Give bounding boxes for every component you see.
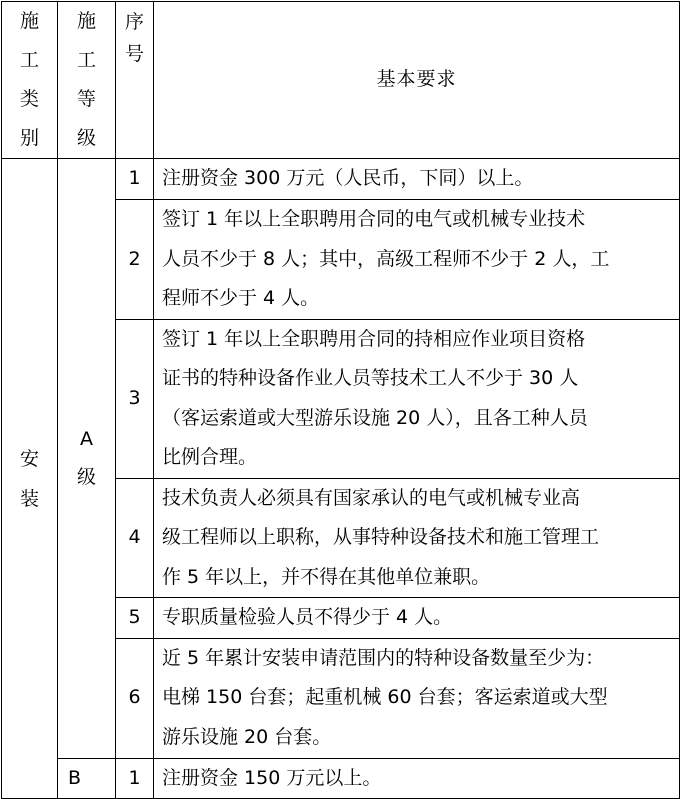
grade-a-cell: A 级 xyxy=(58,159,116,759)
item-requirement: 注册资金 150 万元以上。 xyxy=(154,758,680,799)
item-number: 1 xyxy=(116,159,154,200)
item-number: 2 xyxy=(116,200,154,320)
item-number: 4 xyxy=(116,478,154,598)
item-requirement: 技术负责人必须具有国家承认的电气或机械专业高 级工程师以上职称，从事特种设备技术和施工管理工 作 5 年以上，并不得在其他单位兼职。 xyxy=(154,478,680,598)
qualification-table xyxy=(1,1,680,799)
category-cell: 安 装 xyxy=(2,159,58,799)
header-seq: 序 号 xyxy=(116,2,154,159)
grade-b-cell: B xyxy=(58,758,116,799)
item-requirement: 专职质量检验人员不得少于 4 人。 xyxy=(154,598,680,639)
item-number: 5 xyxy=(116,598,154,639)
header-level: 施 工 等 级 xyxy=(58,2,116,159)
header-category: 施 工 类 别 xyxy=(2,2,58,159)
item-requirement: 近 5 年累计安装申请范围内的特种设备数量至少为： 电梯 150 台套；起重机械 60 台套；客运索道或大型 游乐设施 20 台套。 xyxy=(154,638,680,758)
item-number: 1 xyxy=(116,758,154,799)
item-number: 6 xyxy=(116,638,154,758)
item-requirement: 注册资金 300 万元（人民币，下同）以上。 xyxy=(154,159,680,200)
item-requirement: 签订 1 年以上全职聘用合同的电气或机械专业技术 人员不少于 8 人；其中，高级工程师不少于 2 人，工 程师不少于 4 人。 xyxy=(154,200,680,320)
item-number: 3 xyxy=(116,319,154,478)
header-row xyxy=(2,2,680,159)
table-row xyxy=(2,159,680,200)
item-requirement: 签订 1 年以上全职聘用合同的持相应作业项目资格 证书的特种设备作业人员等技术工人不少于 30 人 （客运索道或大型游乐设施 20 人），且各工种人员 比例合理。 xyxy=(154,319,680,478)
table-row xyxy=(2,758,680,799)
header-requirements: 基本要求 xyxy=(154,2,680,159)
